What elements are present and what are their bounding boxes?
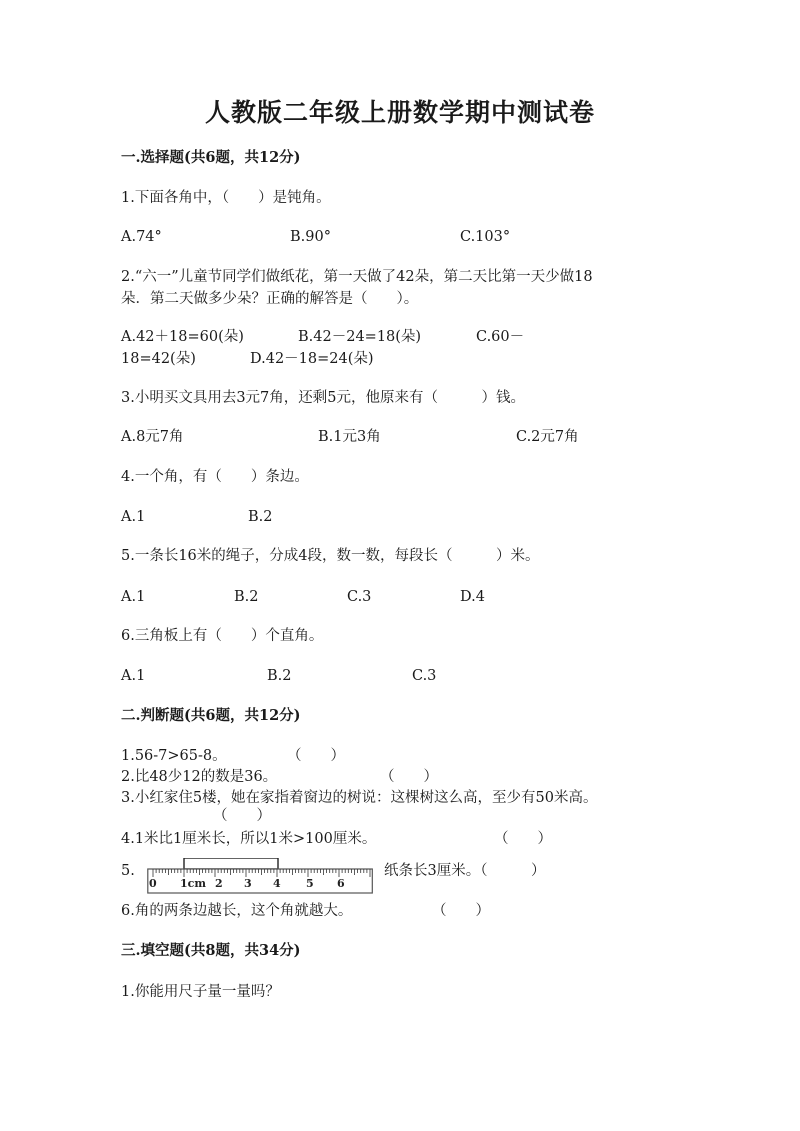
question-2-option-c-part1: C.60－ — [476, 329, 525, 345]
question-1-text: 1.下面各角中，（ ）是钝角。 — [121, 190, 331, 206]
judgement-1-text: 1.56-7>65-8。 — [121, 748, 227, 764]
ruler-label-0: 0 — [149, 877, 157, 890]
question-1-option-c: C.103° — [460, 229, 511, 245]
section-heading-fill-blank: 三.填空题(共8题，共34分) — [121, 942, 301, 959]
judgement-4-text: 4.1米比1厘米长，所以1米>100厘米。 — [121, 831, 377, 847]
question-6-text: 6.三角板上有（ ）个直角。 — [121, 628, 324, 644]
ruler-label-6: 6 — [337, 877, 345, 890]
question-2-option-a: A.42＋18=60(朵) — [121, 329, 244, 345]
question-5-option-a: A.1 — [121, 589, 146, 605]
question-2-option-c-part2: 18=42(朵) — [121, 351, 196, 367]
section-heading-judgement: 二.判断题(共6题，共12分) — [121, 707, 301, 724]
question-5-text: 5.一条长16米的绳子，分成4段，数一数，每段长（ ）米。 — [121, 548, 540, 564]
ruler-label-3: 3 — [244, 877, 252, 890]
ruler-label-4: 4 — [273, 877, 281, 890]
paper-strip — [184, 858, 278, 869]
question-3-option-a: A.8元7角 — [121, 429, 184, 445]
question-5-option-d: D.4 — [460, 589, 485, 605]
judgement-5-text: 纸条长3厘米。（ ） — [384, 863, 546, 879]
question-4-text: 4.一个角，有（ ）条边。 — [121, 469, 309, 485]
question-5-option-c: C.3 — [347, 589, 372, 605]
judgement-6-text: 6.角的两条边越长，这个角就越大。 — [121, 903, 353, 919]
question-6-option-b: B.2 — [267, 668, 292, 684]
judgement-5-number: 5. — [121, 863, 135, 879]
ruler-label-1cm: 1cm — [180, 877, 206, 890]
question-6-option-a: A.1 — [121, 668, 146, 684]
question-2-text-line2: 朵．第二天做多少朵？正确的解答是（ ）。 — [121, 291, 419, 307]
question-2-option-d: D.42－18=24(朵) — [250, 351, 374, 367]
question-3-option-c: C.2元7角 — [516, 429, 579, 445]
section-heading-choice: 一.选择题(共6题，共12分) — [121, 149, 301, 166]
question-2-option-b: B.42－24=18(朵) — [298, 329, 422, 345]
judgement-4-answer-blank: （ ） — [494, 831, 552, 847]
ruler-figure — [147, 858, 373, 894]
question-5-option-b: B.2 — [234, 589, 259, 605]
judgement-6-answer-blank: （ ） — [432, 903, 490, 919]
fill-blank-1-text: 1.你能用尺子量一量吗？ — [121, 984, 280, 1000]
judgement-2-text: 2.比48少12的数是36。 — [121, 769, 278, 785]
question-6-option-c: C.3 — [412, 668, 437, 684]
question-4-option-a: A.1 — [121, 509, 146, 525]
judgement-1-answer-blank: （ ） — [287, 748, 345, 764]
question-3-option-b: B.1元3角 — [318, 429, 381, 445]
judgement-2-answer-blank: （ ） — [380, 769, 438, 785]
question-2-text-line1: 2.“六一”儿童节同学们做纸花，第一天做了42朵，第二天比第一天少做18 — [121, 269, 593, 285]
judgement-3-text: 3.小红家住5楼，她在家指着窗边的树说：这棵树这么高，至少有50米高。 — [121, 790, 598, 806]
page-title: 人教版二年级上册数学期中测试卷 — [204, 98, 595, 127]
question-4-option-b: B.2 — [248, 509, 273, 525]
judgement-3-answer-blank: （ ） — [213, 808, 271, 824]
question-1-option-a: A.74° — [121, 229, 162, 245]
ruler-label-2: 2 — [215, 877, 223, 890]
question-1-option-b: B.90° — [290, 229, 331, 245]
ruler-label-5: 5 — [306, 877, 314, 890]
question-3-text: 3.小明买文具用去3元7角，还剩5元，他原来有（ ）钱。 — [121, 390, 526, 406]
